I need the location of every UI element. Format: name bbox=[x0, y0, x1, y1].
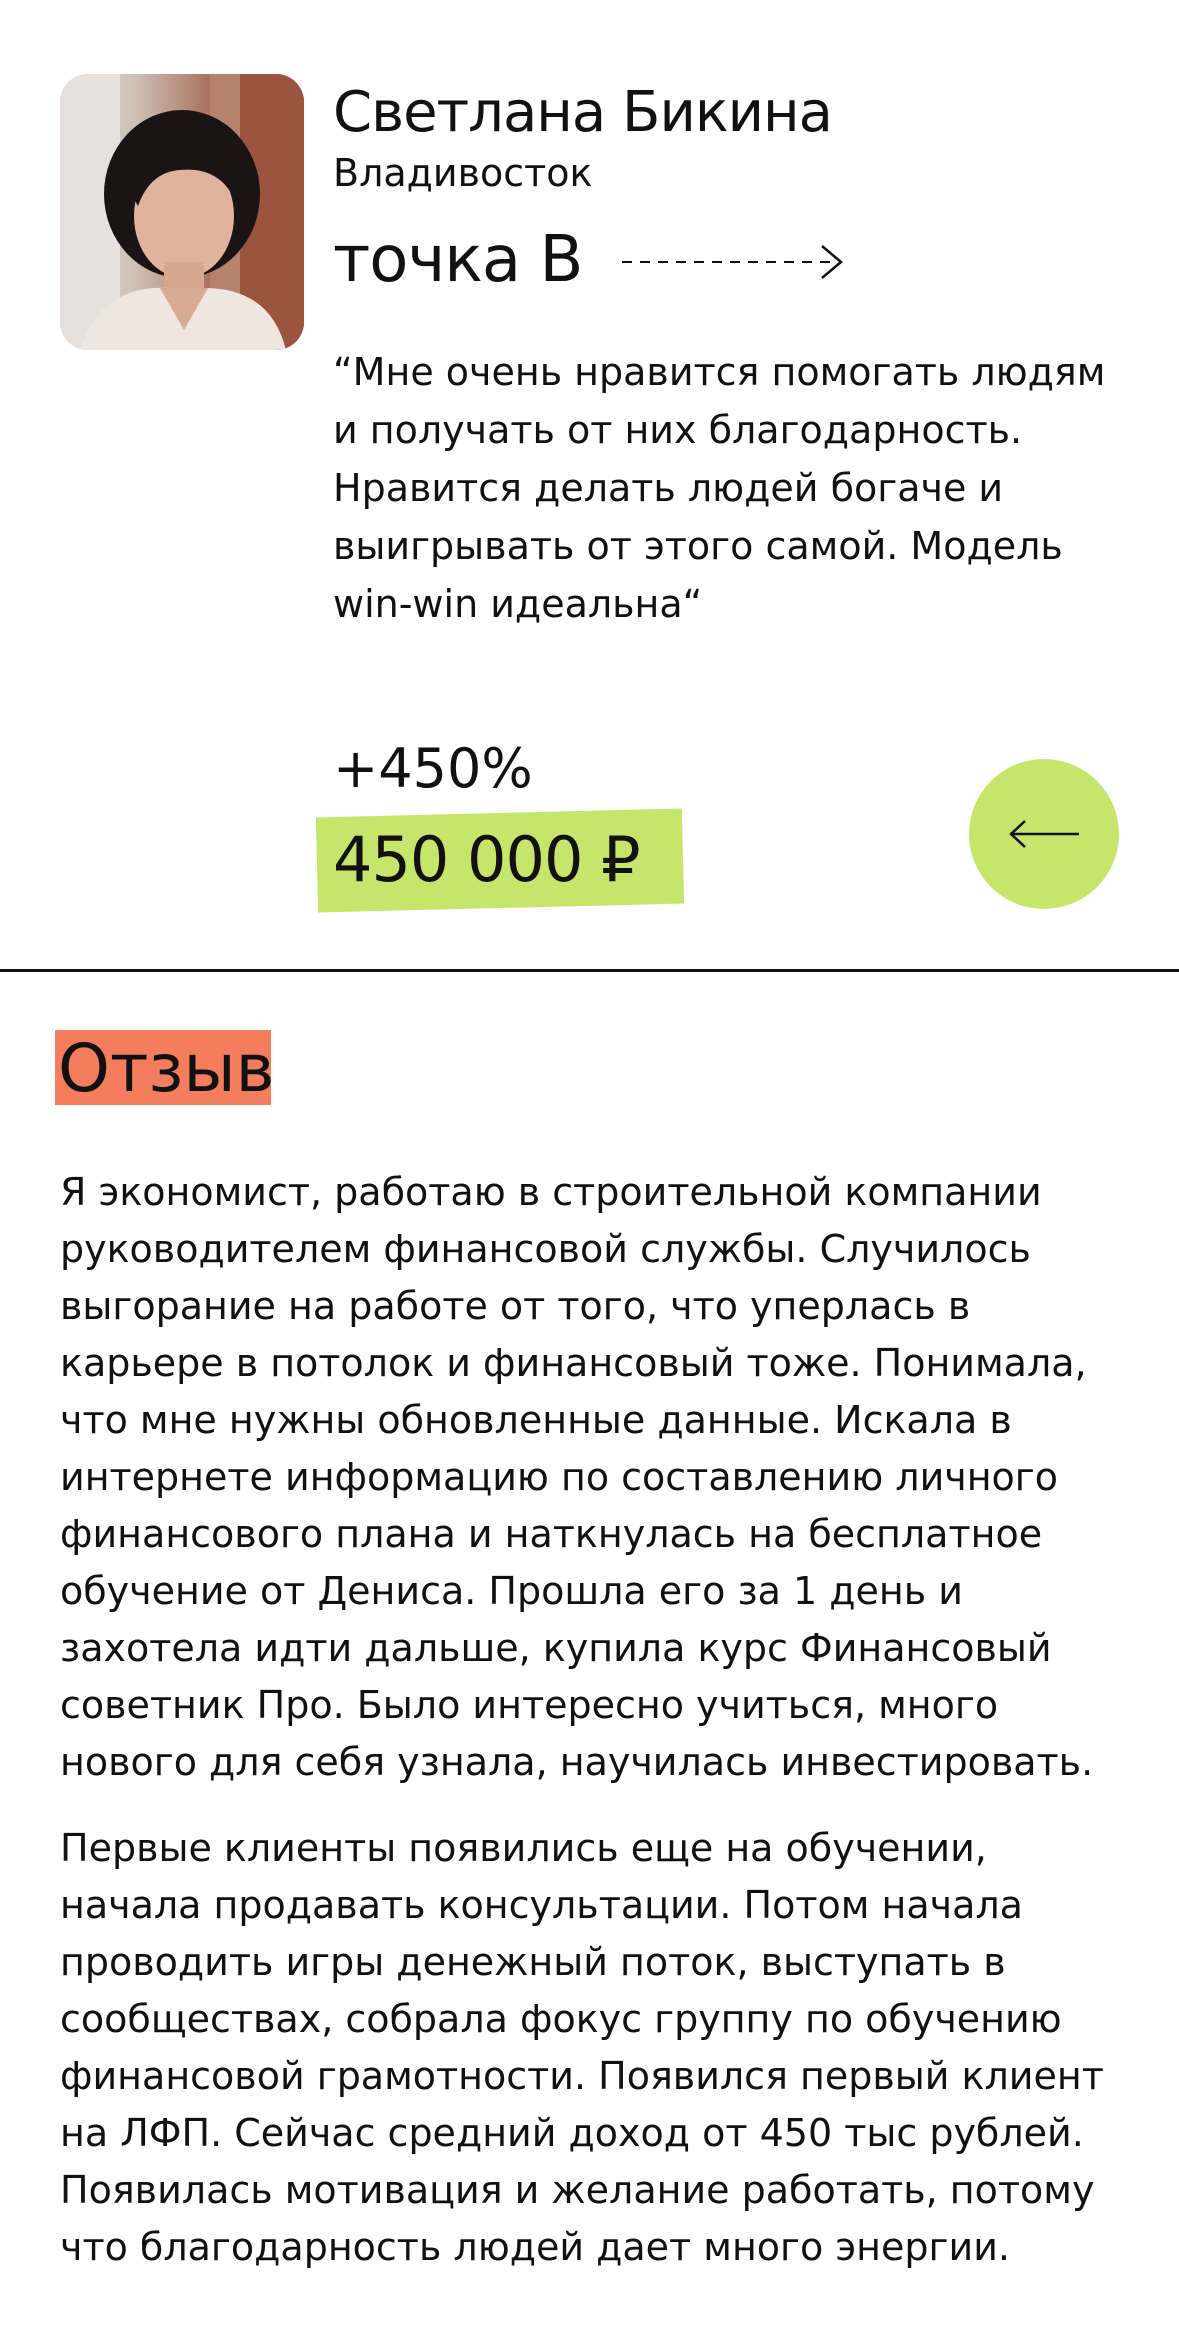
review-paragraph-2: Первые клиенты появились еще на обучении, начала продавать консультации. Потом начала проводить игры денежный поток, выступать в сообществах, собрала фокус группу по обучению финансовой грамотности. Появился первый клиент на ЛФП. Сейчас средний доход от 450 тыс рублей. Появилась мотивация и желание работать, потому что благодарность людей дает много энергии. bbox=[60, 1826, 1104, 2269]
profile-photo bbox=[60, 74, 304, 350]
income-amount: 450 000 ₽ bbox=[333, 823, 640, 896]
review-paragraph-1: Я экономист, работаю в строительной компании руководителем финансовой службы. Случилось выгорание на работе от того, что уперлась в карьере в потолок и финансовый тоже. Понимала, что мне нужны обновленные данные. Искала в интернете информацию по составлению личного финансового плана и наткнулась на бесплатное обучение от Дениса. Прошла его за 1 день и захотела идти дальше, купила курс Финансовый советник Про. Было интересно учиться, много нового для себя узнала, научилась инвестировать. bbox=[60, 1170, 1094, 1784]
arrow-left-icon bbox=[1007, 817, 1081, 851]
growth-percent: +450% bbox=[333, 737, 533, 800]
review-title: Отзыв bbox=[58, 1030, 275, 1107]
section-divider bbox=[0, 969, 1179, 972]
person-city: Владивосток bbox=[333, 151, 593, 195]
portrait-image bbox=[60, 74, 304, 350]
person-quote: “Мне очень нравится помогать людям и получать от них благодарность. Нравится делать людей богаче и выигрывать от этого самой. Модель win-win идеальна“ bbox=[333, 350, 1106, 626]
person-name: Светлана Бикина bbox=[333, 80, 832, 145]
point-label: точка В bbox=[333, 223, 583, 297]
back-button[interactable] bbox=[969, 759, 1119, 909]
dashed-arrow-right-icon bbox=[620, 240, 850, 284]
